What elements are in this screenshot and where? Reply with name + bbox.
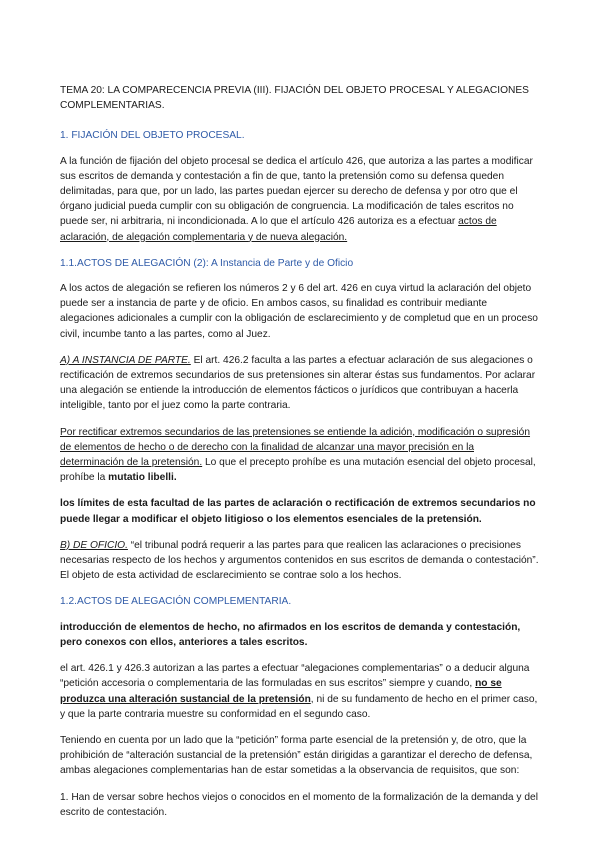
paragraph-limites: los límites de esta facultad de las partes de aclaración o rectificación de extremos secundarios no puede llegar a modificar el objeto litigioso o los elementos esenciales de la pretensión. bbox=[60, 498, 536, 525]
text-rectificar: Lo que el precepto prohíbe es una mutación esencial del objeto procesal, prohíbe la bbox=[60, 457, 536, 484]
paragraph-actos-alegacion: A los actos de alegación se refieren los números 2 y 6 del art. 426 en cuya virtud la aclaración del objeto puede ser a instancia de parte y de oficio. En ambos casos, su finalidad es contribuir mediante alegaciones adicionales a cumplir con la obligación de esclarecimiento y de completud que en un proceso civil, incumbe tanto a las partes, como al Juez. bbox=[60, 283, 538, 340]
section-heading-alegacion-complementaria: 1.2.ACTOS DE ALEGACIÓN COMPLEMENTARIA. bbox=[60, 596, 292, 608]
paragraph-instancia-parte bbox=[60, 353, 539, 414]
document-title: TEMA 20: LA COMPARECENCIA PREVIA (III). FIJACIÓN DEL OBJETO PROCESAL Y ALEGACIONES COMPLEMENTARIAS. bbox=[60, 85, 529, 112]
label-de-oficio: B) DE OFICIO. bbox=[60, 539, 128, 551]
section-heading-fijacion: 1. FIJACIÓN DEL OBJETO PROCESAL. bbox=[60, 130, 245, 142]
underlined-actos: actos de aclaración, de alegación complementaria y de nueva alegación. bbox=[60, 216, 497, 243]
paragraph-requisitos: Teniendo en cuenta por un lado que la “petición” forma parte esencial de la pretensión y, de otro, que la prohibición de “alteración sustancial de la pretensión” están dirigidas a garantizar el derecho de defensa, ambas alegaciones complementarias han de estar sometidas a la observancia de requisitos, que son: bbox=[60, 734, 533, 777]
paragraph-art-426 bbox=[60, 661, 539, 722]
label-instancia-parte: A) A INSTANCIA DE PARTE. bbox=[60, 354, 191, 366]
paragraph-rectificar bbox=[60, 425, 539, 486]
paragraph-fijacion-text: A la función de fijación del objeto procesal se dedica el artículo 426, que autoriza a las partes a modificar sus escritos de demanda y contestación a fin de que, tanto la pretensión como su defensa queden delimitadas, para que, por un lado, las partes puedan ejercer su derecho de defensa y por otro que el órgano judicial pueda cumplir con su obligación de congruencia. La modificación de tales escritos no puede ser, ni arbitraria, ni incondicionada. A lo que el artículo 426 autoriza es a efectuar bbox=[60, 155, 533, 228]
paragraph-introduccion: introducción de elementos de hecho, no afirmados en los escritos de demanda y contestación, pero conexos con ellos, anteriores a tales escritos. bbox=[60, 621, 521, 648]
section-heading-actos-alegacion: 1.1.ACTOS DE ALEGACIÓN (2): A Instancia de Parte y de Oficio bbox=[60, 257, 354, 269]
text-art-426-b: , ni de su fundamento de hecho en el primer caso, y que la parte contraria muestre su conformidad en el segundo caso. bbox=[60, 693, 538, 720]
text-art-426-a: el art. 426.1 y 426.3 autorizan a las partes a efectuar “alegaciones complementarias” o a deducir alguna “petición accesoria o complementaria de las formuladas en sus escritos” siempre y cuando, bbox=[60, 663, 530, 690]
underlined-rectificar: Por rectificar extremos secundarios de las pretensiones se entiende la adición, modificación o supresión de elementos de hecho o de derecho con la finalidad de alcanzar una mayor precisión en la determinación de la pretensión. bbox=[60, 426, 531, 469]
bold-mutatio: mutatio libelli. bbox=[108, 472, 177, 484]
paragraph-fijacion bbox=[60, 154, 539, 245]
list-item-requisito-1: 1. Han de versar sobre hechos viejos o conocidos en el momento de la formalización de la demanda y del escrito de contestación. bbox=[60, 791, 538, 818]
bold-underlined-alteracion: no se produzca una alteración sustancial de la pretensión bbox=[60, 678, 502, 705]
paragraph-de-oficio bbox=[60, 538, 539, 584]
text-instancia-parte: El art. 426.2 faculta a las partes a efectuar aclaración de sus alegaciones o rectificación de extremos secundarios de sus pretensiones sin alterar éstas sus fundamentos. Por aclarar una alegación se entiende la introducción de elementos fácticos o jurídicos que contribuyan a hacerla inteligible, tanto por el juez como la parte contraria. bbox=[60, 354, 536, 412]
text-de-oficio: “el tribunal podrá requerir a las partes para que realicen las aclaraciones o precisiones necesarias respecto de los hechos y argumentos contenidos en sus escritos de demanda o contestación”. El objeto de esta actividad de esclarecimiento se contrae solo a los hechos. bbox=[60, 539, 539, 582]
